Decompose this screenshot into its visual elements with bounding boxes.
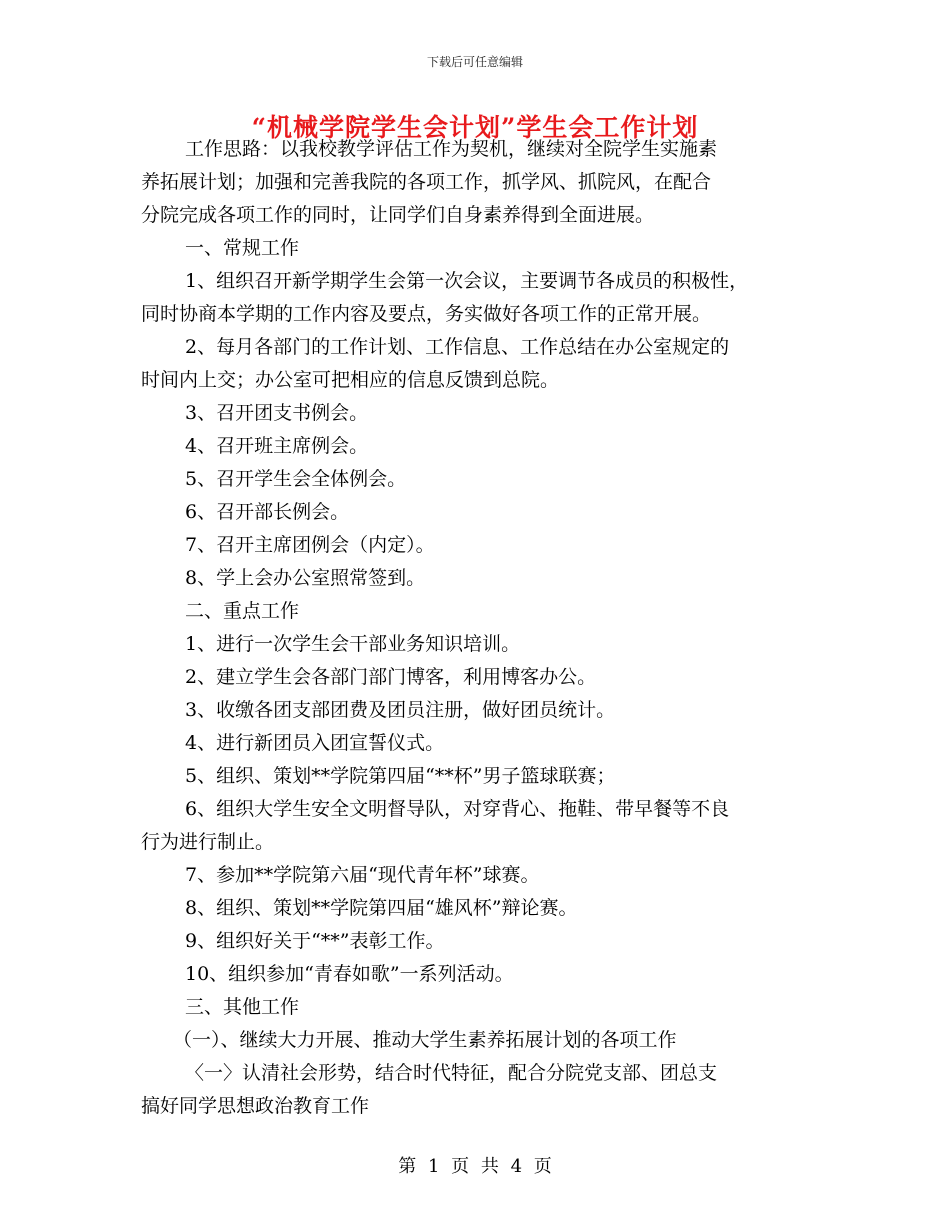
text-line: 4、召开班主席例会。 xyxy=(185,435,369,457)
document-body xyxy=(141,133,813,1123)
text-line: 8、组织、策划**学院第四届“雄风杯”辩论赛。 xyxy=(185,897,578,919)
text-line: 养拓展计划；加强和完善我院的各项工作，抓学风、抓院风，在配合 xyxy=(141,171,712,193)
text-line: 8、学上会办公室照常签到。 xyxy=(185,567,426,589)
text-line: 2、建立学生会各部门部门博客，利用博客办公。 xyxy=(185,666,597,688)
page-header: 下载后可任意编辑 xyxy=(426,55,523,69)
text-line: 工作思路：以我校教学评估工作为契机，继续对全院学生实施素 xyxy=(185,138,718,160)
text-line: 三、其他工作 xyxy=(185,996,300,1018)
text-line: 搞好同学思想政治教育工作 xyxy=(141,1095,370,1117)
text-line: 2、每月各部门的工作计划、工作信息、工作总结在办公室规定的 xyxy=(185,336,730,358)
text-line: 同时协商本学期的工作内容及要点，务实做好各项工作的正常开展。 xyxy=(141,303,712,325)
text-line: 5、组织、策划**学院第四届“**杯”男子篮球联赛； xyxy=(185,765,616,787)
text-line: 1、组织召开新学期学生会第一次会议，主要调节各成员的积极性， xyxy=(185,270,749,292)
text-line: 分院完成各项工作的同时，让同学们自身素养得到全面进展。 xyxy=(141,204,655,226)
text-line: 3、召开团支书例会。 xyxy=(185,402,369,424)
text-line: 3、收缴各团支部团费及团员注册，做好团员统计。 xyxy=(185,699,616,721)
text-line: 一、常规工作 xyxy=(185,237,300,259)
document-title: “机械学院学生会计划”学生会工作计划 xyxy=(251,113,699,142)
text-line: 〈一〉认清社会形势，结合时代特征，配合分院党支部、团总支 xyxy=(185,1062,718,1084)
text-line: 二、重点工作 xyxy=(185,600,300,622)
text-line: 7、参加**学院第六届“现代青年杯”球赛。 xyxy=(185,864,540,886)
text-line: 6、组织大学生安全文明督导队，对穿背心、拖鞋、带早餐等不良 xyxy=(185,798,730,820)
text-line: 1、进行一次学生会干部业务知识培训。 xyxy=(185,633,521,655)
text-line: 时间内上交；办公室可把相应的信息反馈到总院。 xyxy=(141,369,560,391)
text-line: 10、组织参加“青春如歌”一系列活动。 xyxy=(185,963,514,985)
text-line: 7、召开主席团例会（内定）。 xyxy=(185,534,435,556)
text-line: 4、进行新团员入团宣誓仪式。 xyxy=(185,732,445,754)
text-line: （一）、继续大力开展、推动大学生素养拓展计划的各项工作 xyxy=(173,1029,677,1051)
page-footer: 第 1 页 共 4 页 xyxy=(398,1156,552,1177)
text-line: 行为进行制止。 xyxy=(141,831,275,853)
text-line: 6、召开部长例会。 xyxy=(185,501,350,523)
text-line: 9、组织好关于“**”表彰工作。 xyxy=(185,930,445,952)
text-line: 5、召开学生会全体例会。 xyxy=(185,468,407,490)
